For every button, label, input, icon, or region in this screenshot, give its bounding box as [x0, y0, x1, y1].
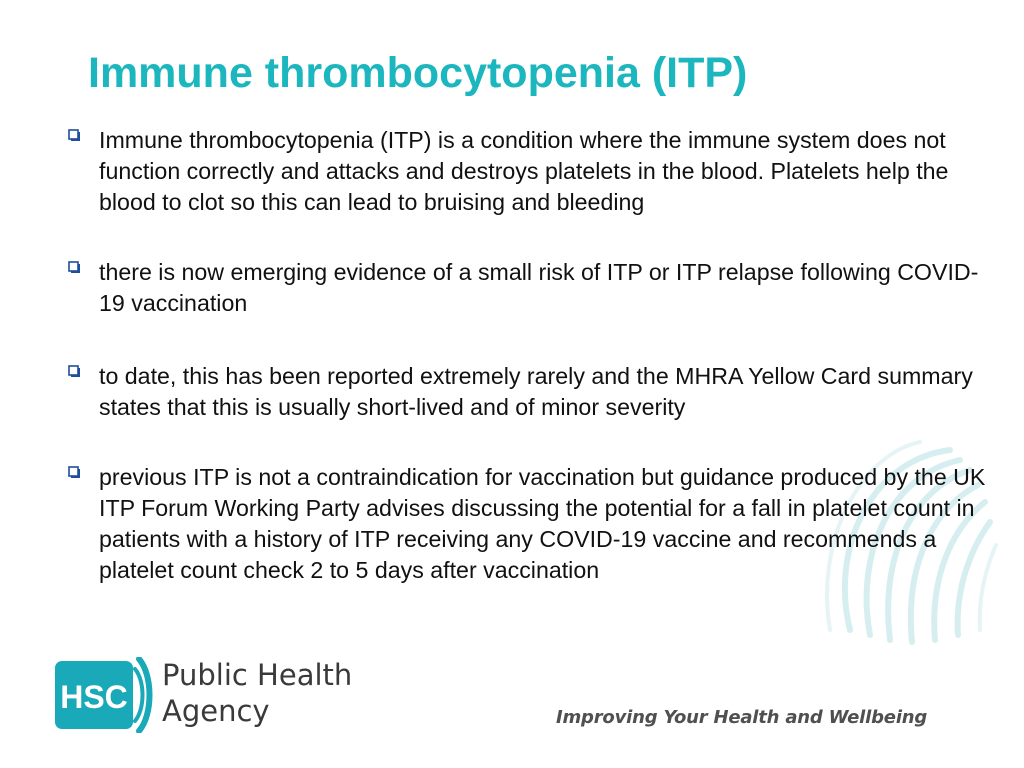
bullet-text: previous ITP is not a contraindication for vaccination but guidance produced by the UK ITP Forum Working Party advises discussing the potential for a fall in platelet count in patients with a history of ITP receiving any COVID-19 vaccine and recommends a platelet count check 2 to 5 days after vaccination: [99, 464, 986, 583]
hollow-square-bullet-icon: [66, 125, 86, 149]
hsc-logo-icon: [55, 657, 157, 733]
hollow-square-bullet-icon: [66, 257, 86, 281]
logo-name: [162, 657, 352, 729]
hollow-square-bullet-icon: [66, 361, 86, 385]
slide-title: Immune thrombocytopenia (ITP): [88, 49, 748, 97]
bullet-text: there is now emerging evidence of a small risk of ITP or ITP relapse following COVID-19 vaccination: [99, 259, 979, 316]
bullet-text: to date, this has been reported extremely rarely and the MHRA Yellow Card summary states that this is usually short-lived and of minor severity: [99, 363, 973, 420]
public-health-agency-logo: [55, 657, 355, 739]
logo-name-line1: Public Health: [162, 658, 353, 692]
hsc-logo-text: HSC: [60, 679, 128, 715]
bullet-text: Immune thrombocytopenia (ITP) is a condition where the immune system does not function correctly and attacks and destroys platelets in the blood. Platelets help the blood to clot so this can lead to bruising and bleeding: [99, 127, 949, 215]
hollow-square-bullet-icon: [66, 462, 86, 486]
tagline: Improving Your Health and Wellbeing: [556, 707, 928, 728]
logo-name-line2: Agency: [162, 694, 270, 728]
